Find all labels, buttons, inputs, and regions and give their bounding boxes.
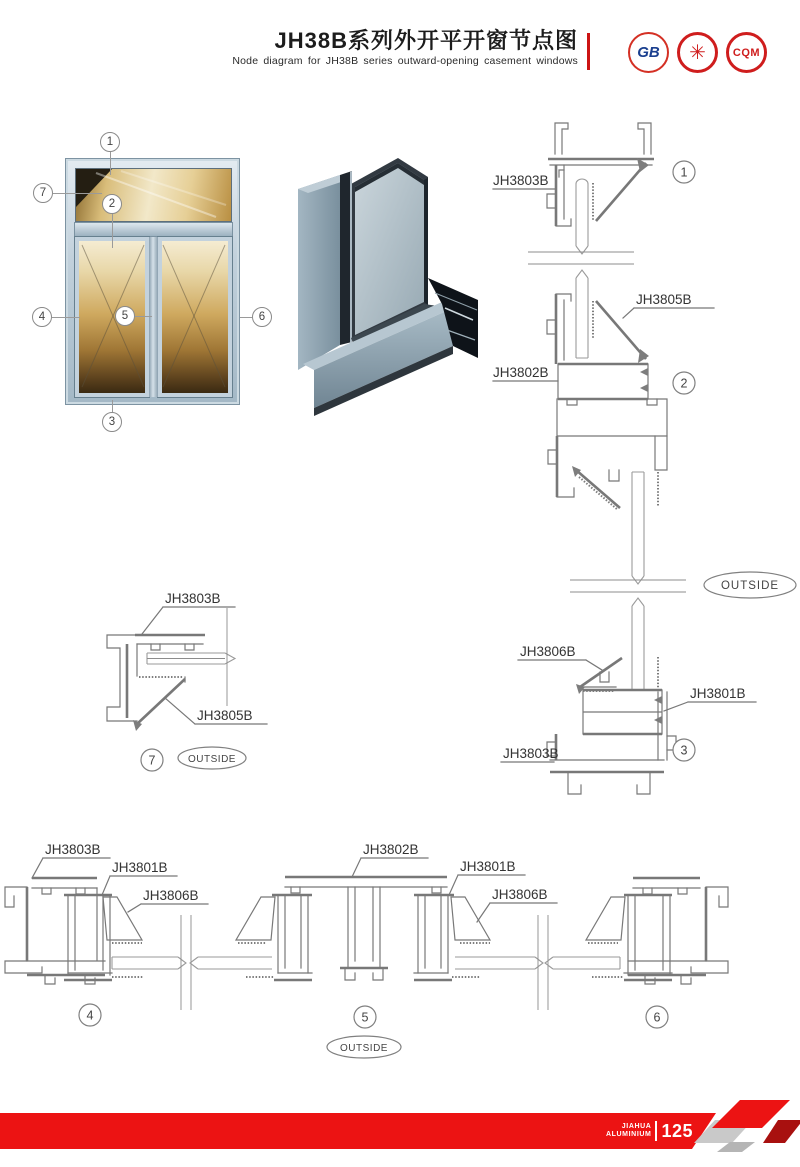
glass-right-edge	[424, 178, 428, 305]
label-s4-jh3803b: JH3803B	[45, 842, 101, 857]
section-5-profile	[236, 877, 620, 1010]
header-divider	[587, 33, 590, 70]
detail-circle-4-number: 4	[86, 1008, 94, 1023]
leader-line-7	[53, 193, 102, 194]
outside-label-d7: OUTSIDE	[188, 754, 236, 765]
label-jh3803b-d7: JH3803B	[165, 591, 221, 606]
detail-circle-1-number: 1	[680, 165, 688, 180]
leader-line-5	[135, 316, 152, 317]
window-photo	[65, 158, 240, 405]
footer-text	[565, 1117, 693, 1145]
label-leader	[477, 903, 557, 922]
footer-shape-gray	[717, 1142, 755, 1152]
callout-4-number: 4	[38, 311, 46, 323]
window-reflection-lines	[66, 159, 241, 406]
callout-7-number: 7	[39, 187, 47, 199]
leader-line-4	[52, 317, 80, 318]
section-1-head-profile	[547, 123, 654, 254]
horizontal-sections-drawing	[0, 840, 800, 1065]
detail-circle-2-number: 2	[680, 376, 688, 391]
label-s5-jh3801b: JH3801B	[460, 859, 516, 874]
footer-decoration	[680, 1095, 800, 1157]
callout-1	[100, 132, 120, 152]
label-jh3806b: JH3806B	[520, 644, 576, 659]
callout-4	[32, 307, 52, 327]
brand-line-2: ALUMINIUM	[606, 1131, 652, 1138]
label-s4-jh3806b: JH3806B	[143, 888, 199, 903]
stile-highlight	[350, 171, 352, 343]
logo-emblem-glyph: ✳	[689, 42, 706, 64]
detail-circle-5-number: 5	[361, 1010, 369, 1025]
title-english: Node diagram for JH38B series outward-opening casement windows	[232, 55, 578, 68]
label-jh3803b-top: JH3803B	[493, 173, 549, 188]
detail-7-drawing	[85, 590, 295, 780]
callout-7	[33, 183, 53, 203]
section-6-profile	[586, 878, 728, 984]
callout-6	[252, 307, 272, 327]
label-jh3802b: JH3802B	[493, 365, 549, 380]
label-leader	[142, 607, 235, 634]
label-leader	[128, 904, 208, 912]
brand-line-1: JIAHUA	[621, 1122, 652, 1130]
break-symbol-1	[528, 252, 634, 278]
leader-line-3	[112, 400, 113, 412]
certification-logo-gb-icon	[628, 32, 669, 73]
vertical-section-drawing	[488, 118, 800, 810]
label-s4-jh3801b: JH3801B	[112, 860, 168, 875]
label-leader	[32, 858, 110, 878]
callout-2	[102, 194, 122, 214]
leader-line-2	[112, 214, 113, 248]
label-leader	[518, 660, 602, 670]
callout-5-number: 5	[121, 310, 129, 322]
logo-gb-text: GB	[637, 44, 660, 61]
profile-3d-render	[295, 158, 480, 420]
label-jh3801b: JH3801B	[690, 686, 746, 701]
label-jh3803b-bottom: JH3803B	[503, 746, 559, 761]
callout-3-number: 3	[108, 416, 116, 428]
title-chinese: JH38B系列外开平开窗节点图	[274, 28, 578, 53]
left-stile-face	[298, 175, 340, 370]
section-2-transom-profile	[547, 278, 667, 576]
callout-3	[102, 412, 122, 432]
detail-circle-3-number: 3	[680, 743, 688, 758]
brand-name	[606, 1123, 651, 1139]
detail-circle-6-number: 6	[653, 1010, 661, 1025]
footer-shape-darkred	[763, 1120, 800, 1143]
certification-logo-cqm-icon	[726, 32, 767, 73]
callout-1-number: 1	[106, 136, 114, 148]
outside-label: OUTSIDE	[720, 580, 780, 592]
label-s5-jh3806b: JH3806B	[492, 887, 548, 902]
label-s5-jh3802b: JH3802B	[363, 842, 419, 857]
logo-cqm-text: CQM	[732, 46, 761, 59]
label-leader	[664, 702, 756, 711]
label-jh3805b-d7: JH3805B	[197, 708, 253, 723]
outside-label-bottom: OUTSIDE	[340, 1043, 388, 1054]
leader-line-6	[240, 317, 252, 318]
callout-5	[115, 306, 135, 326]
page-number: 125	[661, 1120, 693, 1141]
callout-2-number: 2	[108, 198, 116, 210]
detail-circle-7-number: 7	[148, 753, 156, 768]
label-jh3805b: JH3805B	[636, 292, 692, 307]
leader-line-1	[110, 152, 111, 175]
page-title	[210, 28, 578, 67]
section-3-sill-profile	[547, 606, 676, 794]
break-symbol-2	[570, 576, 686, 606]
label-leader	[352, 858, 428, 877]
callout-6-number: 6	[258, 311, 266, 323]
footer-divider	[655, 1121, 657, 1141]
label-leader	[623, 308, 714, 318]
certification-logo-emblem-icon	[677, 32, 718, 73]
section-4-profile	[5, 878, 272, 1010]
